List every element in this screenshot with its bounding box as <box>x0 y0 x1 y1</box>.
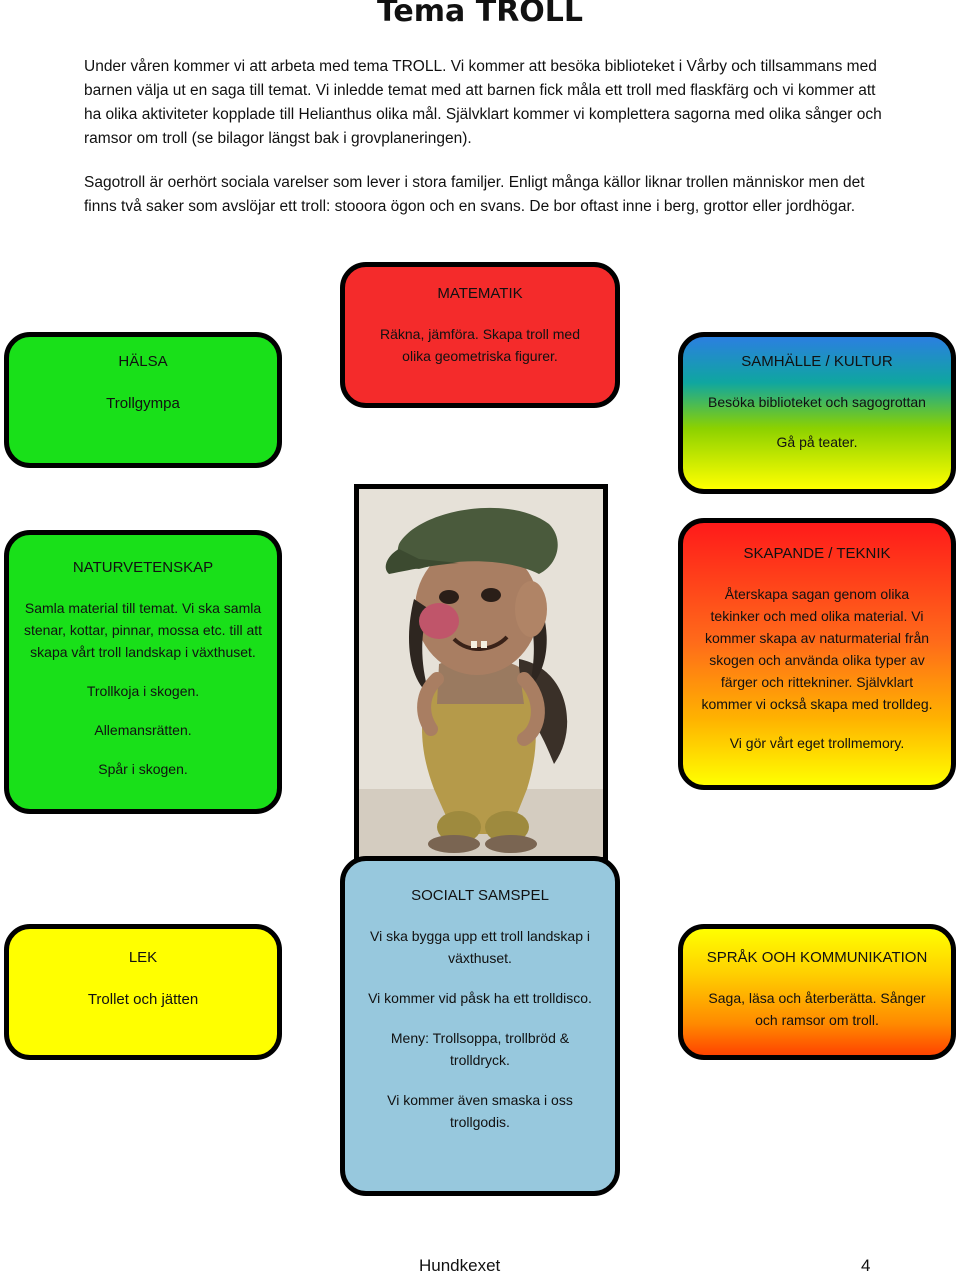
page-number: 4 <box>861 1256 871 1275</box>
samhalle-text-1: Besöka biblioteket och sagogrottan <box>708 394 926 410</box>
skapande-heading: SKAPANDE / TEKNIK <box>743 545 891 562</box>
lek-heading: LEK <box>128 949 158 966</box>
socialt-text-3: Meny: Trollsoppa, trollbröd & trolldryck. <box>390 1030 570 1068</box>
samhalle-heading: SAMHÄLLE / KULTUR <box>741 353 893 370</box>
socialt-heading: SOCIALT SAMSPEL <box>411 887 549 904</box>
skapande-text-2: Vi gör vårt eget trollmemory. <box>729 735 905 751</box>
skapande-teknik-box <box>678 518 956 790</box>
intro-paragraph-2: Sagotroll är oerhört sociala varelser som lever i stora familjer. Enligt många källor liknar trollen människor men det finns två saker som avslöjar ett troll: stooora ögon och en svans. De bor oftast inne i berg, grottor eller jordhögar. <box>84 174 865 215</box>
troll-figure-image <box>354 484 608 862</box>
halsa-heading: HÄLSA <box>118 353 168 370</box>
page-title: Tema TROLL <box>376 0 584 29</box>
troll-figure-illustration <box>359 489 603 857</box>
socialt-text-1: Vi ska bygga upp ett troll landskap i växthuset. <box>370 928 590 966</box>
halsa-text: Trollgympa <box>106 395 180 412</box>
halsa-box <box>4 332 282 468</box>
intro-paragraph-1: Under våren kommer vi att arbeta med tema TROLL. Vi kommer att besöka biblioteket i Vårby och tillsammans med barnen välja ut en saga till temat. Vi inledde temat med att barnen fick måla ett troll med flaskfärg och vi kommer att ha olika aktiviteter kopplade till Helianthus olika mål. Självklart kommer vi komplettera sagorna med olika sånger och ramsor om troll (se bilagor längst bak i grovplaneringen). <box>84 58 882 147</box>
matematik-text: Räkna, jämföra. Skapa troll med olika geometriska figurer. <box>380 326 580 364</box>
sprak-heading: SPRÅK OOH KOMMUNIKATION <box>706 949 928 966</box>
naturvetenskap-heading: NATURVETENSKAP <box>72 559 214 576</box>
footer-label: Hundkexet <box>419 1256 501 1275</box>
socialt-samspel-box <box>340 856 620 1196</box>
matematik-box <box>340 262 620 408</box>
samhalle-kultur-box <box>678 332 956 494</box>
lek-box <box>4 924 282 1060</box>
sprak-kommunikation-box <box>678 924 956 1060</box>
socialt-text-2: Vi kommer vid påsk ha ett trolldisco. <box>368 990 592 1006</box>
sprak-text: Saga, läsa och återberätta. Sånger och ramsor om troll. <box>708 990 926 1028</box>
naturvetenskap-text-1: Samla material till temat. Vi ska samla stenar, kottar, pinnar, mossa etc. till att skapa vårt troll landskap i växthuset. <box>23 600 263 660</box>
naturvetenskap-text-4: Spår i skogen. <box>98 761 188 777</box>
naturvetenskap-text-3: Allemansrätten. <box>94 722 192 738</box>
naturvetenskap-box <box>4 530 282 814</box>
lek-text: Trollet och jätten <box>87 991 199 1008</box>
naturvetenskap-text-2: Trollkoja i skogen. <box>86 683 200 699</box>
socialt-text-4: Vi kommer även smaska i oss trollgodis. <box>387 1092 573 1130</box>
skapande-text-1: Återskapa sagan genom olika tekinker och med olika material. Vi kommer skapa av naturmaterial från skogen och använda olika typer av färger och rittekniner. Självklart kommer vi också skapa med trolldeg. <box>701 586 933 712</box>
samhalle-text-2: Gå på teater. <box>776 434 858 450</box>
matematik-heading: MATEMATIK <box>437 285 523 302</box>
